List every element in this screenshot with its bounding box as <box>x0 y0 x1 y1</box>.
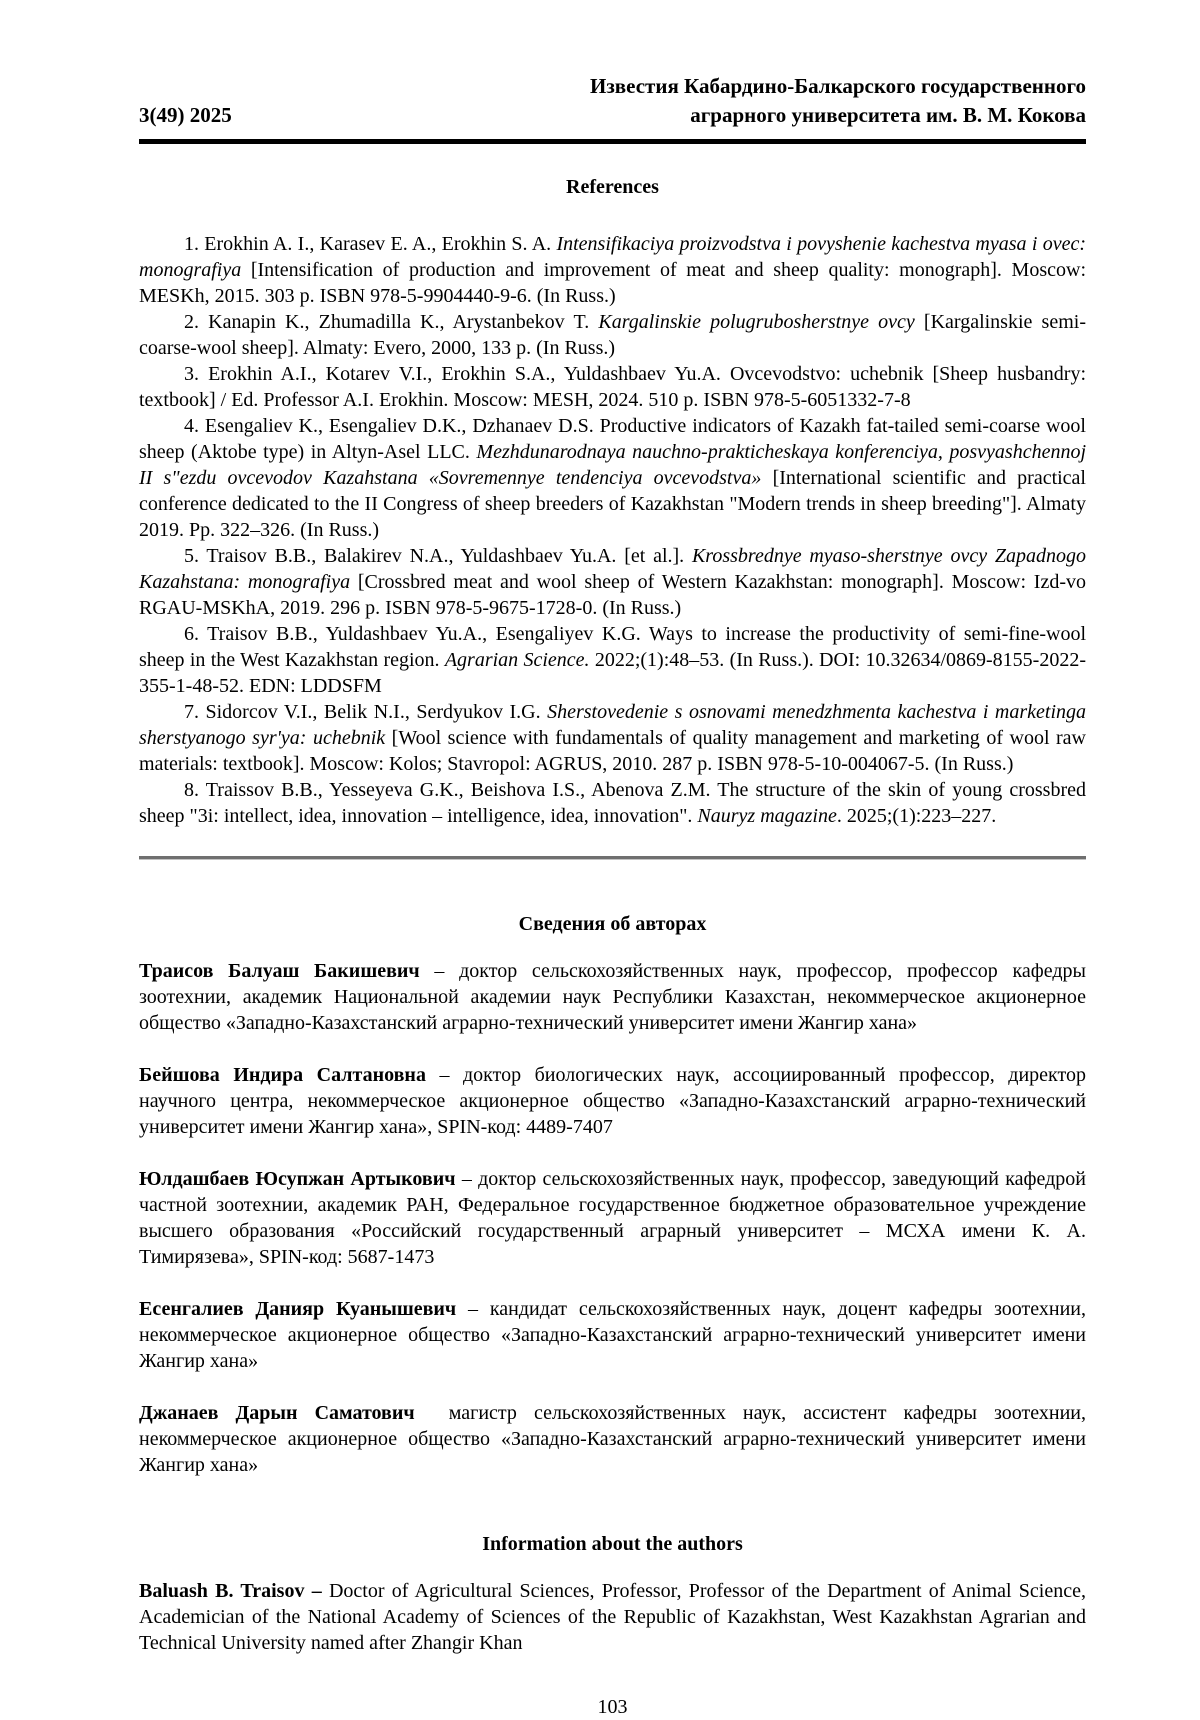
author-name: Джанаев Дарын Саматович <box>139 1402 415 1424</box>
reference-item: 4. Esengaliev K., Esengaliev D.K., Dzhanaev D.S. Productive indicators of Kazakh fat-tailed semi-coarse wool sheep (Aktobe type) in Altyn-Asel LLC. Mezhdunarodnaya nauchno-prakticheskaya konferenciya, posvyashchennoj II s"ezdu ovcevodov Kazahstana «Sovremennye tendenciya ovcevodstva» [International scientific and practical conference dedicated to the II Congress of sheep breeders of Kazakhstan "Modern trends in sheep breeding"]. Almaty 2019. Pp. 322–326. (In Russ.) <box>139 415 1086 541</box>
reference-item: 2. Kanapin K., Zhumadilla K., Arystanbekov T. Kargalinskie polugrubosherstnye ovcy [Kargalinskie semi-coarse-wool sheep]. Almaty: Evero, 2000, 133 p. (In Russ.) <box>139 311 1086 359</box>
reference-item: 5. Traisov B.B., Balakirev N.A., Yuldashbaev Yu.A. [et al.]. Krossbrednye myaso-sherstnye ovcy Zapadnogo Kazahstana: monografiya [Crossbred meat and wool sheep of Western Kazakhstan: monograph]. Moscow: Izd-vo RGAU-MSKhA, 2019. 296 p. ISBN 978-5-9675-1728-0. (In Russ.) <box>139 545 1086 619</box>
references-heading: References <box>566 176 659 198</box>
author-entry: Есенгалиев Данияр Куанышевич – кандидат сельскохозяйственных наук, доцент кафедры зоотехнии, некоммерческое акционерное общество «Западно-Казахстанский аграрно-технический университет имени Жангир хана» <box>139 1298 1086 1372</box>
journal-title-line2: аграрного университета им. В. М. Кокова <box>690 103 1086 127</box>
reference-item: 7. Sidorcov V.I., Belik N.I., Serdyukov I.G. Sherstovedenie s osnovami menedzhmenta kachestva i marketinga sherstyanogo syr'ya: uchebnik [Wool science with fundamentals of quality management and marketing of wool raw materials: textbook]. Moscow: Kolos; Stavropol: AGRUS, 2010. 287 p. ISBN 978-5-10-004067-5. (In Russ.) <box>139 701 1086 775</box>
author-name: Траисов Балуаш Бакишевич <box>139 960 420 982</box>
author-entry: Baluash B. Traisov – Doctor of Agricultural Sciences, Professor, Professor of the Department of Animal Science, Academician of the National Academy of Sciences of the Republic of Kazakhstan, West Kazakhstan Agrarian and Technical University named after Zhangir Khan <box>139 1580 1086 1654</box>
issue-number: 3(49) 2025 <box>139 103 232 127</box>
author-entry: Юлдашбаев Юсупжан Артыкович – доктор сельскохозяйственных наук, профессор, заведующий кафедрой частной зоотехнии, академик РАН, Федеральное государственное бюджетное образовательное учреждение высшего образования «Российский государственный аграрный университет – МСХА имени К. А. Тимирязева», SPIN-код: 5687-1473 <box>139 1168 1086 1268</box>
author-entry: Траисов Балуаш Бакишевич – доктор сельскохозяйственных наук, профессор, профессор кафедры зоотехнии, академик Национальной академии наук Республики Казахстан, некоммерческое акционерное общество «Западно-Казахстанский аграрно-технический университет имени Жангир хана» <box>139 960 1086 1034</box>
reference-item: 3. Erokhin A.I., Kotarev V.I., Erokhin S.A., Yuldashbaev Yu.A. Ovcevodstvo: uchebnik [Sheep husbandry: textbook] / Ed. Professor A.I. Erokhin. Moscow: MESH, 2024. 510 p. ISBN 978-5-6051332-7-8 <box>139 363 1086 411</box>
authors-en-heading: Information about the authors <box>482 1533 743 1555</box>
author-name: Бейшова Индира Салтановна <box>139 1064 426 1086</box>
author-name: Есенгалиев Данияр Куанышевич <box>139 1298 457 1320</box>
author-name: Baluash B. Traisov – <box>139 1580 322 1602</box>
page-number: 103 <box>597 1696 628 1718</box>
reference-item: 1. Erokhin A. I., Karasev E. A., Erokhin S. A. Intensifikaciya proizvodstva i povyshenie kachestva myasa i ovec: monografiya [Intensification of production and improvement of meat and sheep quality: monograph]. Moscow: MESKh, 2015. 303 p. ISBN 978-5-9904440-9-6. (In Russ.) <box>139 233 1086 307</box>
authors-ru-heading: Сведения об авторах <box>518 913 707 935</box>
authors-en-list <box>139 1578 1086 1656</box>
author-entry: Джанаев Дарын Саматович магистр сельскохозяйственных наук, ассистент кафедры зоотехнии, некоммерческое акционерное общество «Западно-Казахстанский аграрно-технический университет имени Жангир хана» <box>139 1402 1087 1476</box>
references-list <box>139 231 1086 829</box>
page-header <box>139 72 1086 130</box>
author-entry: Бейшова Индира Салтановна – доктор биологических наук, ассоциированный профессор, директор научного центра, некоммерческое акционерное общество «Западно-Казахстанский аграрно-технический университет имени Жангир хана», SPIN-код: 4489-7407 <box>139 1064 1086 1138</box>
journal-title <box>590 72 1086 130</box>
journal-title-line1: Известия Кабардино-Балкарского государственного <box>590 74 1086 98</box>
reference-item: 8. Traissov B.B., Yesseyeva G.K., Beishova I.S., Abenova Z.M. The structure of the skin of young crossbred sheep "3i: intellect, idea, innovation – intelligence, idea, innovation". Nauryz magazine. 2025;(1):223–227. <box>139 779 1086 827</box>
authors-ru-list <box>139 958 1086 1478</box>
reference-item: 6. Traisov B.B., Yuldashbaev Yu.A., Esengaliyev K.G. Ways to increase the productivity of semi-fine-wool sheep in the West Kazakhstan region. Agrarian Science. 2022;(1):48–53. (In Russ.). DOI: 10.32634/0869-8155-2022-355-1-48-52. EDN: LDDSFM <box>139 623 1086 697</box>
author-name: Юлдашбаев Юсупжан Артыкович <box>139 1168 456 1190</box>
section-divider <box>139 856 1086 860</box>
header-rule <box>139 139 1086 144</box>
